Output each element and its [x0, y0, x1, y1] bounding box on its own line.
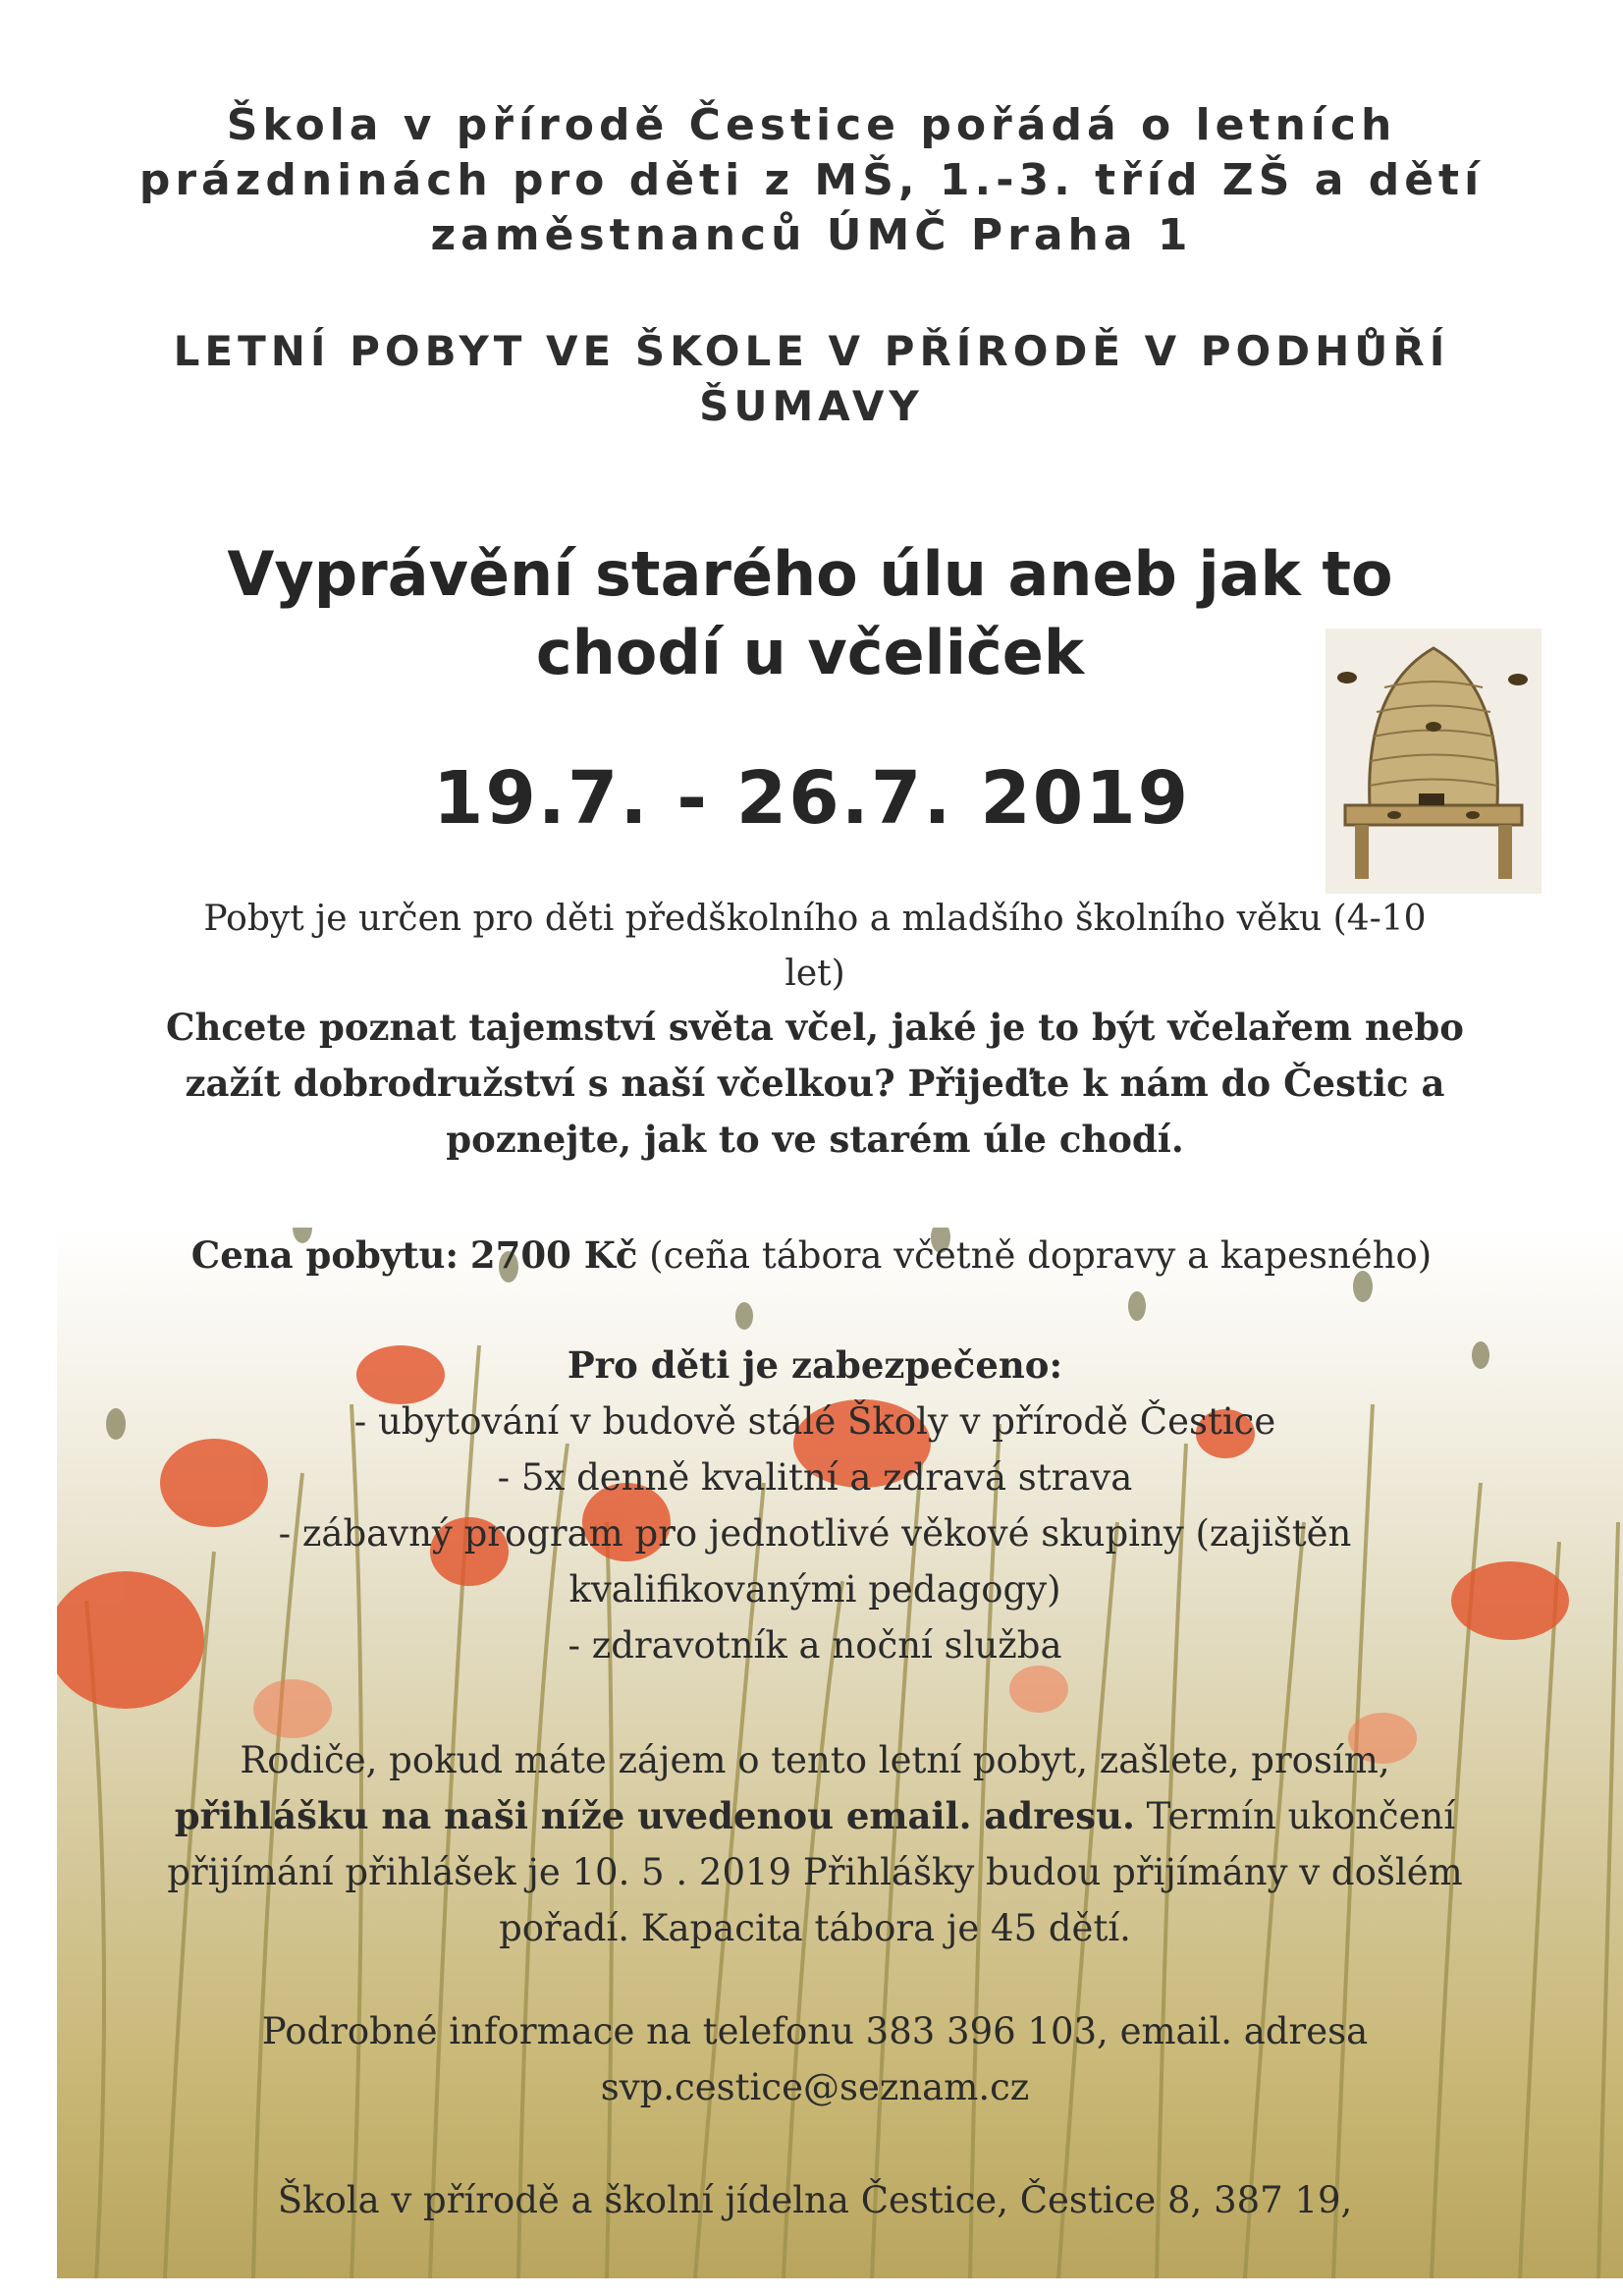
- question-line: zažít dobrodružství s naší včelkou? Přijeďte k nám do Čestic a: [185, 1062, 1445, 1105]
- organizer-line: prázdninách pro děti z MŠ, 1.-3. tříd ZŠ a dětí: [138, 155, 1485, 205]
- price-line: [0, 1228, 1623, 1284]
- organizer-line: Škola v přírodě Čestice pořádá o letních: [226, 100, 1397, 150]
- list-item: - 5x denně kvalitní a zdravá strava: [497, 1456, 1133, 1499]
- program-line: LETNÍ POBYT VE ŠKOLE V PŘÍRODĚ V PODHŮŘÍ: [173, 327, 1450, 375]
- list-item: kvalifikovanými pedagogy): [568, 1568, 1061, 1611]
- intro-line: Pobyt je určen pro děti předškolního a mladšího školního věku (4-10: [203, 899, 1427, 939]
- list-item: - zdravotník a noční služba: [568, 1624, 1062, 1667]
- application-emphasis: přihlášku na naši níže uvedenou email. adresu.: [174, 1794, 1135, 1837]
- list-item: - zábavný program pro jednotlivé věkové skupiny (zajištěn: [278, 1512, 1352, 1555]
- event-title: [147, 535, 1473, 692]
- organizer-line: zaměstnanců ÚMČ Praha 1: [430, 210, 1193, 260]
- deadline-intro: Termín ukončení: [1134, 1795, 1456, 1837]
- title-line: chodí u včeliček: [535, 617, 1085, 688]
- event-dates: 19.7. - 26.7. 2019: [432, 756, 1191, 841]
- intro-line: let): [784, 954, 845, 994]
- question-text: [69, 1000, 1561, 1168]
- beehive-illustration: [1325, 629, 1542, 894]
- parents-line: [59, 1788, 1571, 1844]
- question-line: poznejte, jak to ve starém úle chodí.: [446, 1118, 1184, 1161]
- list-item: - ubytování v budově stálé Školy v přírodě Čestice: [353, 1400, 1276, 1443]
- provided-list: [118, 1338, 1512, 1673]
- contact-info: [157, 2003, 1473, 2115]
- question-line: Chcete poznat tajemství světa včel, jaké je to být včelařem nebo: [166, 1006, 1464, 1049]
- intro-text: [79, 892, 1551, 1002]
- program-heading: [0, 324, 1623, 434]
- provided-heading: Pro děti je zabezpečeno:: [567, 1343, 1063, 1387]
- program-line: ŠUMAVY: [699, 382, 924, 430]
- parents-line: pořadí. Kapacita tábora je 45 dětí.: [499, 1907, 1131, 1949]
- organizer-text: [0, 98, 1623, 263]
- price-label: Cena pobytu:: [190, 1233, 460, 1277]
- parents-info: [59, 1732, 1571, 1956]
- footer-address: Škola v přírodě a školní jídelna Čestice, Čestice 8, 387 19,: [277, 2179, 1353, 2221]
- price-note: (ceña tábora včetně dopravy a kapesného): [649, 1234, 1433, 1277]
- parents-line: Rodiče, pokud máte zájem o tento letní pobyt, zašlete, prosím,: [240, 1739, 1390, 1781]
- contact-line: Podrobné informace na telefonu 383 396 103, email. adresa: [261, 2010, 1369, 2052]
- contact-email[interactable]: svp.cestice@seznam.cz: [600, 2066, 1030, 2108]
- title-line: Vyprávění starého úlu aneb jak to: [227, 538, 1393, 610]
- price-value: 2700 Kč: [469, 1233, 638, 1277]
- beehive-icon: [1325, 629, 1542, 894]
- parents-line: přijímání přihlášek je 10. 5 . 2019 Přihlášky budou přijímány v došlém: [167, 1851, 1463, 1893]
